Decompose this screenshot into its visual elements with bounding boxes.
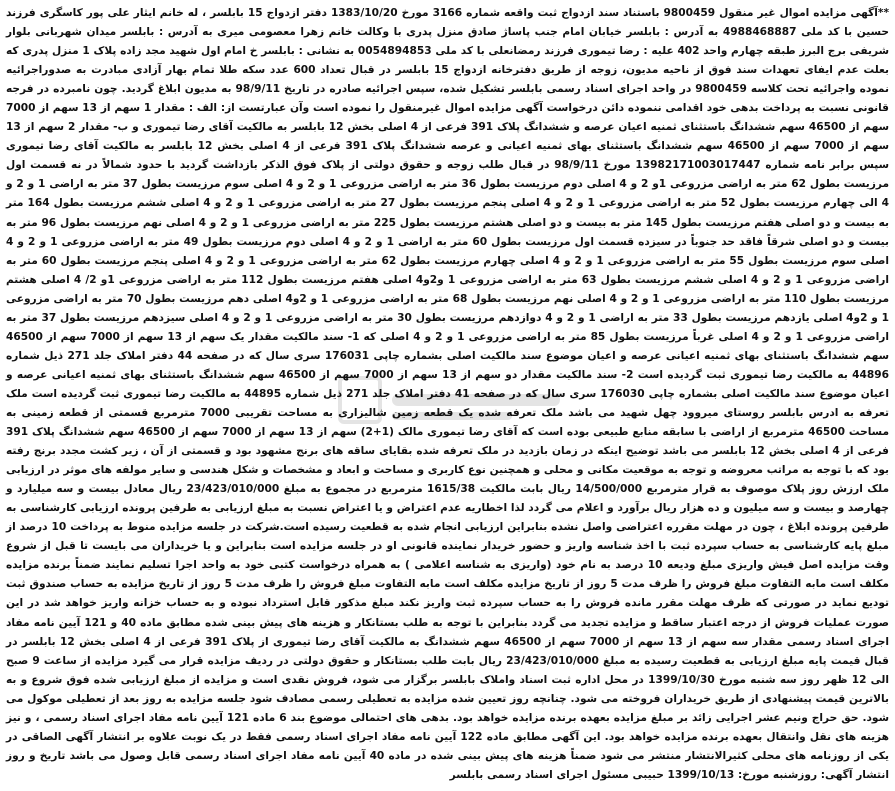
auction-notice-text: **آگهی مزایده اموال غیر منقول 9800459 باستناد سند ازدواج ثبت واقعه شماره 3166 مورخ 1383/10/20 دفتر ازدواج 15 بابلسر ، له خانم ایثار علی پور کاسگری فرزند حسین با کد ملی 4988468887 به آدرس : بابلسر خیابان امام جنب پاساژ صادق منزل پدری با وکالت خانم زهرا معصومی میری به آدرس : بابلسر میدان شهربانی بلوار شریفی برج البرز طبقه چهارم واحد 402 علیه : رضا تیموری فرزند رمضانعلی با کد ملی 0054894853 به نشانی : بابلسر خ امام اول شهید مجد زاده پلاک 1 منزل پدری که بعلت عدم ایفای تعهدات سند فوق از ناحیه مدیون، زوجه از طریق دفترخانه ازدواج 15 بابلسر در قبال تعداد 600 عدد سکه طلا تمام بهار آزادی مبادرت به صدوراجرائیه نموده واجرائیه تحت کلاسه 9800459 در واحد اجرای اسناد رسمی بابلسر تشکیل شده، سپس اجرائیه صادره در تاریخ 98/9/11 به مدیون ابلاغ گردید. چون نامبرده در فرجه قانونی نسبت به پرداخت بدهی خود اقدامی ننموده دائن درخواست آگهی مزایده اموال غیرمنقول را نموده است وآن عبارتست از: الف : مقدار 1 سهم از 13 سهم از 7000 سهم از 46500 سهم ششدانگ باستثنای ثمنیه اعیان عرصه و ششدانگ پلاک 391 فرعی از 4 اصلی بخش 12 بابلسر به مالکیت آقای رضا تیموری و ب- مقدار 2 سهم از 13 سهم از 7000 سهم از 46500 سهم ششدانگ باستثنای بهای ثمنیه اعیانی و عرصه ششدانگ پلاک 391 فرعی از 4 اصلی بخش 12 بابلسر به مالکیت آقای رضا تیموری سپس برابر نامه شماره 13982171003017447 مورخ 98/9/11 در قبال طلب زوجه و حقوق دولتی از پلاک فوق الذکر بازداشت گردید با حدود شمالاً در نه قسمت اول مرزیست بطول 62 متر به اراضی مزروعی 1و 2 و 4 اصلی دوم مرزیست بطول 36 متر به اراضی مزروعی 1 و 2 و 4 اصلی سوم مرزیست بطول 37 متر به اراضی 1 و 2 و 4 الی چهارم مرزیست بطول 52 متر به اراضی مزروعی 1 و 2 و 4 اصلی پنجم مرزیست بطول 27 متر به اراضی مزروعی 1 و 2 و 4 اصلی ششم مرزیست بطول 164 متر به بیست و دو اصلی هفتم مرزیست بطول 145 متر به بیست و دو اصلی هشتم مرزیست بطول 225 متر به اراضی مزروعی 1 و 2 و 4 اصلی نهم مرزیست بطول 96 متر به بیست و دو اصلی شرقاً فاقد حد جنوباً در سیزده قسمت اول مرزیست بطول 60 متر به اراضی 1 و 2 و 4 اصلی دوم مرزیست بطول 49 متر به اراضی مزروعی 1 و 2 و 4 اصلی سوم مرزیست بطول 55 متر به اراضی مزروعی 1 و 2 و 4 اصلی چهارم مرزیست بطول 62 متر به اراضی مزروعی 1 و 2 و 4 اصلی پنجم مرزیست بطول 60 متر به اراضی مزروعی 1 و 2 و 4 اصلی ششم مرزیست بطول 63 متر به اراضی مزروعی 1 و2و4 اصلی هفتم مرزیست بطول 112 متر به اراضی مزروعی 1و 2/ 4 اصلی هشتم مرزیست بطول 110 متر به اراضی مزروعی 1 و 2 و 4 اصلی نهم مرزیست بطول 68 متر به اراضی مزروعی 1 و 2و4 اصلی دهم مرزیست بطول 70 متر به اراضی مزروعی 1 و 2و4 اصلی یازدهم مرزیست بطول 33 متر به اراضی 1 و 2 و 4 دوازدهم مرزیست بطول 30 متر به اراضی مزروعی 1 و 2 و 4 اصلی سیزدهم مرزیست بطول 37 متر به اراضی مزروعی 1 و 2 و 4 اصلی غرباً مرزیست بطول 85 متر به اراضی مزروعی 1 و 2 و 4 اصلی که 1- سند مالکیت مقدار یک سهم از 13 سهم از 7000 سهم از 46500 سهم ششدانگ باستثنای بهای ثمنیه اعیانی عرصه و اعیان موضوع سند مالکیت اصلی بشماره چاپی 176031 سری سال که در صفحه 44 دفتر املاک جلد 271 ذیل شماره 44896 به مالکیت رضا تیموری ثبت گردیده است 2- سند مالکیت مقدار دو سهم از 13 سهم از 7000 سهم از 46500 سهم ششدانگ باستثنای بهای ثمنیه اعیانی عرصه و اعیان موضوع سند مالکیت اصلی بشماره چاپی 176030 سری سال که در صفحه 41 دفتر املاک جلد 271 ذیل شماره 44895 به مالکیت رضا تیموری ثبت گردیده است ملک تعرفه به ادرس بابلسر روستای میروود چهل شهید می باشد ملک تعرفه شده یک قطعه زمین شالیزاری به مساحت تقریبی 7000 مترمربع قسمتی از قطعه زمینی به مساحت 46500 مترمربع از اراضی با سابقه منابع طبیعی بوده است که آقای رضا تیموری مالک (1+2) سهم از 13 سهم از 7000 سهم از 46500 سهم ششدانگ پلاک 391 فرعی از 4 اصلی بخش 12 بابلسر می باشد توضیح اینکه در زمان بازدید در ملک تعرفه شده بقایای ساقه های برنج مشهود بود و قسمتی از آن ، زیر کشت مجدد برنج رفته بود که با توجه به مراتب معروضه و توجه به موقعیت مکانی و محلی و همچنین نوع کاربری و مساحت و ابعاد و مشخصات و شکل هندسی و سایر مولفه های موثر در ارزیابی ملک ارزش روز پلاک موصوف به قرار مترمربع 14/500/000 ریال بابت مالکیت 1615/38 مترمربع در مجموع به مبلغ 23/423/010/000 ریال معادل بیست و سه میلیارد و چهارصد و بیست و سه میلیون و ده هزار ریال برآورد و اعلام می گردد لذا اخطاریه عدم اعتراض و یا اعتراض نسبت به مبلغ ارزیابی به طرفین پرونده ارزیابی کارشناسی به طرفین پرونده ابلاغ ، چون در مهلت مقرره اعتراضی واصل نشده بنابراین ارزیابی انجام شده به قطعیت رسیده است.شرکت در جلسه مزایده منوط به پرداخت 10 درصد از مبلغ پایه کارشناسی به حساب سپرده ثبت با اخذ شناسه واریز و حضور خریدار نماینده قانونی او در جلسه مزایده است بنابراین و یا خریداران می بایست تا قبل از شروع وقت مزایده اصل فیش واریزی مبلغ ودیعه 10 درصد به نام خود (واریزی به شناسه اعلامی ) به همراه درخواست کتبی خود به واحد اجرا تسلیم نمایند ضمناً برنده مزایده مکلف است مابه التفاوت مبلغ فروش را ظرف مدت 5 روز از تاریخ مزایده مکلف است مابه التفاوت مبلغ فروش را ظرف مدت 5 روز از تاریخ مزایده به حساب صندوق ثبت تودیع نماید در صورتی که ظرف مهلت مقرر مانده فروش را به حساب سپرده ثبت واریز نکند مبلغ مذکور قابل استرداد نبوده و به حساب خزانه واریز خواهد شد در این صورت عملیات فروش از درجه اعتبار ساقط و مزایده تجدید می گردد بنابراین با توجه به طلب بستانکار و هزینه های پیش بینی شده مطابق ماده 40 و 121 آیین نامه مفاد اجرای اسناد رسمی مقدار سه سهم از 13 سهم از 7000 سهم از 46500 سهم ششدانگ به مالکیت آقای رضا تیموری از پلاک 391 فرعی از 4 اصلی بخش 12 بابلسر در قبال قیمت پایه مبلغ ارزیابی به قطعیت رسیده به مبلغ 23/423/010/000 ریال بابت طلب بستانکار و حقوق دولتی در ردیف مزایده قرار می گیرد مزایده از ساعت 9 صبح الی 12 ظهر روز سه شنبه مورخ 1399/10/30 در محل اداره ثبت اسناد واملاک بابلسر برگزار می شود، فروش نقدی است و مزایده از مبلغ ارزیابی شده فوق شروع و به بالاترین قیمت پیشنهادی از طریق خریداران فروخته می شود. چنانچه روز تعیین شده مزایده به تعطیلی رسمی مصادف شود جلسه مزایده به روز بعد از تعطیلی موکول می شود. حق حراج ونیم عشر اجرایی زائد بر مبلغ مزایده بعهده برنده مزایده خواهد بود. بدهی های احتمالی موضوع بند 6 ماده 121 آیین نامه مفاد اجرای اسناد رسمی ، و نیز هزینه های نقل وانتقال بعهده برنده مزایده خواهد بود. این آگهی مطابق ماده 122 آیین نامه مفاد اجرای اسناد رسمی فقط در یک نوبت علاوه بر انتشار آگهی الصاقی در یکی از روزنامه های محلی کثیرالانتشار منتشر می شود ضمناً هزینه های پیش بینی شده در ماده 40 آیین نامه مفاد اجرای اسناد رسمی قابل وصول می باشد تاریخ و روز انتشار آگهی: روزشنبه مورخ: 1399/10/13 حبیبی مسئول اجرای اسناد رسمی بابلسر [6, 7, 890, 781]
